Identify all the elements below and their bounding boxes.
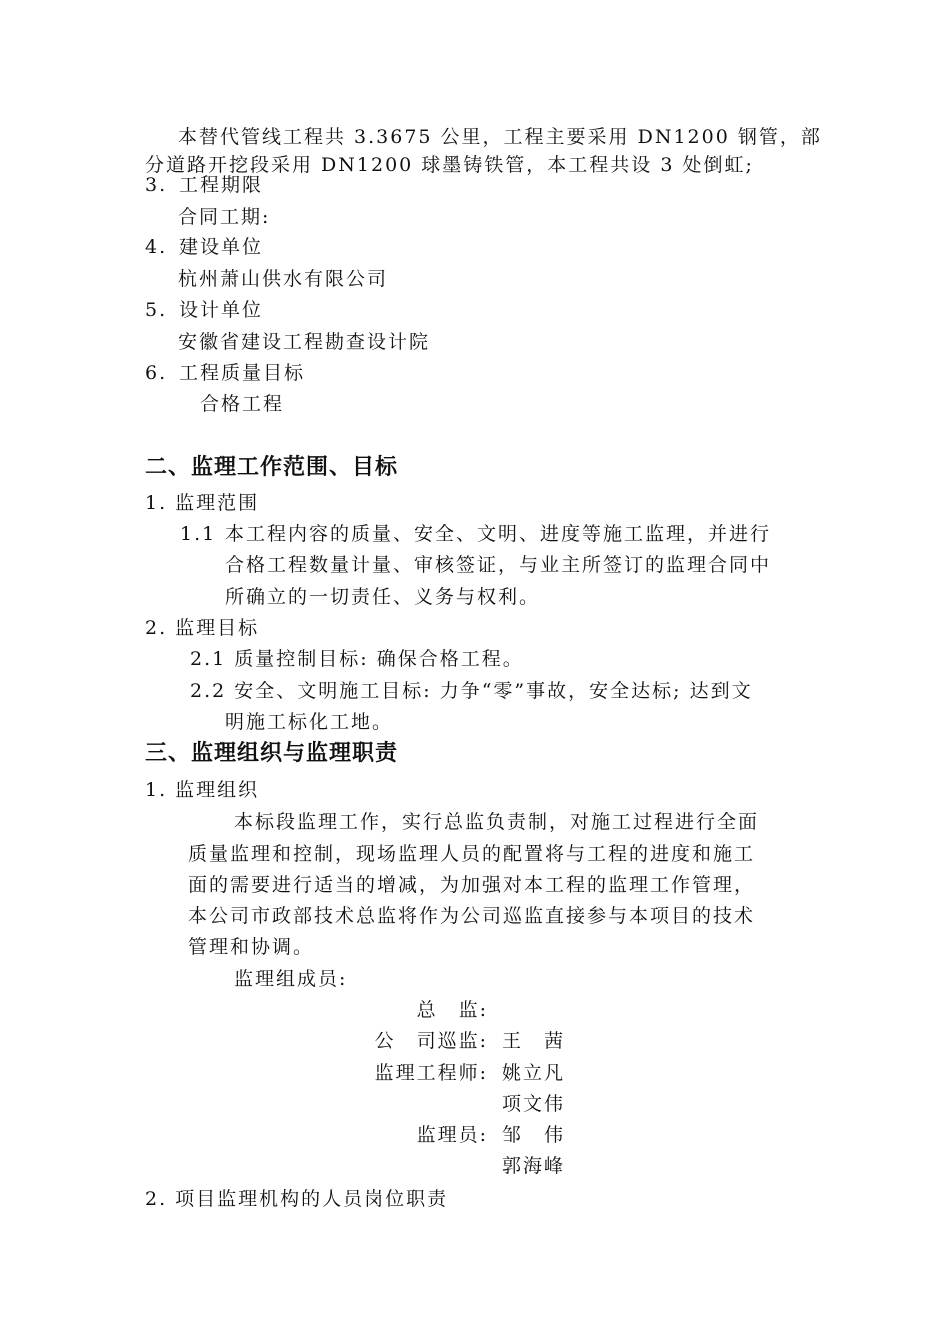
item-5-heading: 5. 设计单位 bbox=[145, 299, 264, 321]
member-role-inspector: 公 司巡监: bbox=[374, 1030, 488, 1052]
scope-line-1: 本工程内容的质量、安全、文明、进度等施工监理，并进行 bbox=[225, 523, 772, 545]
org-line-1: 本标段监理工作，实行总监负责制，对施工过程进行全面 bbox=[234, 811, 760, 833]
goal-label: 2. 监理目标 bbox=[145, 617, 260, 639]
goal-safety-line-1: 2.2 安全、文明施工目标: 力争“零”事故，安全达标; 达到文 bbox=[190, 680, 753, 702]
item-5-value: 安徽省建设工程勘查设计院 bbox=[178, 331, 431, 353]
members-label: 监理组成员: bbox=[234, 968, 348, 990]
scope-label: 1. 监理范围 bbox=[145, 492, 260, 514]
org-label: 1. 监理组织 bbox=[145, 779, 260, 801]
org-line-5: 管理和协调。 bbox=[188, 936, 315, 958]
scope-number: 1.1 bbox=[180, 523, 217, 545]
item-4-value: 杭州萧山供水有限公司 bbox=[178, 268, 389, 290]
item-4-heading: 4. 建设单位 bbox=[145, 236, 264, 258]
scope-line-3: 所确立的一切责任、义务与权利。 bbox=[225, 586, 541, 608]
section-3-title: 三、监理组织与监理职责 bbox=[145, 741, 399, 766]
member-role-chief: 总 监: bbox=[416, 999, 488, 1021]
intro-line-1: 本替代管线工程共 3.3675 公里，工程主要采用 DN1200 钢管，部 bbox=[178, 126, 822, 148]
org-line-4: 本公司市政部技术总监将作为公司巡监直接参与本项目的技术 bbox=[188, 905, 756, 927]
duty-label: 2. 项目监理机构的人员岗位职责 bbox=[145, 1188, 449, 1210]
goal-quality: 2.1 质量控制目标: 确保合格工程。 bbox=[190, 648, 524, 670]
member-name-engineer-1: 姚立凡 bbox=[502, 1062, 566, 1084]
section-2-title: 二、监理工作范围、目标 bbox=[145, 455, 399, 480]
member-role-supervisor: 监理员: bbox=[416, 1124, 488, 1146]
item-3-heading: 3. 工程期限 bbox=[145, 174, 264, 196]
member-role-engineer: 监理工程师: bbox=[374, 1062, 488, 1084]
intro-line-2: 分道路开挖段采用 DN1200 球墨铸铁管，本工程共设 3 处倒虹; bbox=[145, 154, 754, 176]
goal-safety-line-2: 明施工标化工地。 bbox=[225, 711, 394, 733]
item-6-value: 合格工程 bbox=[200, 393, 285, 415]
member-name-supervisor-1: 邹 伟 bbox=[502, 1124, 566, 1146]
member-name-engineer-2: 项文伟 bbox=[502, 1093, 566, 1115]
item-3-value: 合同工期: bbox=[178, 206, 271, 228]
org-line-3: 面的需要进行适当的增减，为加强对本工程的监理工作管理， bbox=[188, 874, 756, 896]
member-name-supervisor-2: 郭海峰 bbox=[502, 1155, 566, 1177]
scope-line-2: 合格工程数量计量、审核签证，与业主所签订的监理合同中 bbox=[225, 554, 772, 576]
item-6-heading: 6. 工程质量目标 bbox=[145, 362, 306, 384]
member-name-inspector: 王 茜 bbox=[502, 1030, 566, 1052]
org-line-2: 质量监理和控制，现场监理人员的配置将与工程的进度和施工 bbox=[188, 843, 756, 865]
